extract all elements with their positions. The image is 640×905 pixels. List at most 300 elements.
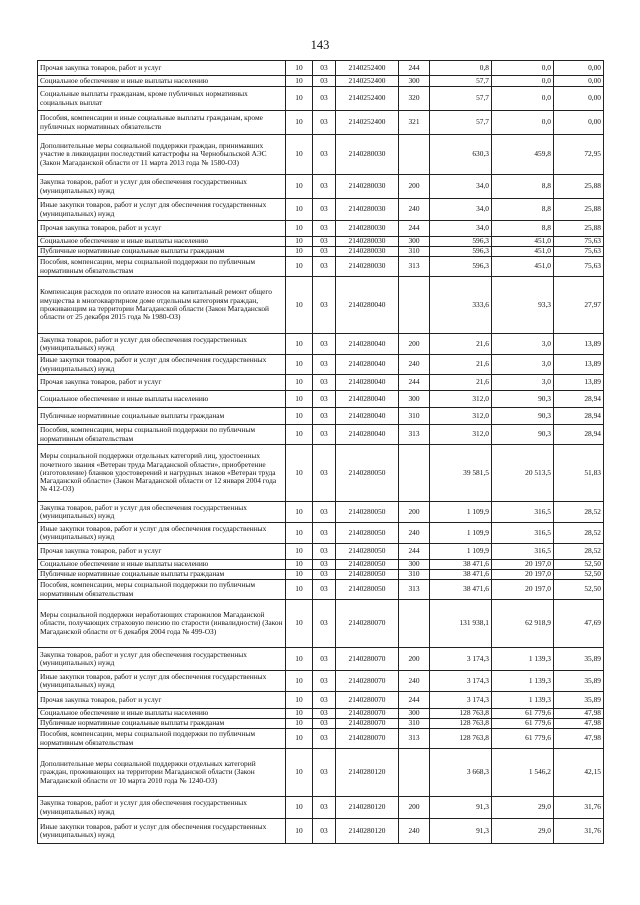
row-plan-cell: 0,8	[430, 61, 492, 76]
row-executed-cell: 62 918,9	[492, 600, 554, 648]
row-code-cell: 2140280070	[336, 709, 399, 719]
row-executed-cell: 20 197,0	[492, 570, 554, 580]
row-executed-cell: 8,8	[492, 221, 554, 237]
row-section-cell: 10	[286, 600, 313, 648]
row-plan-cell: 34,0	[430, 221, 492, 237]
row-code-cell: 2140280070	[336, 692, 399, 709]
row-percent-cell: 28,52	[554, 523, 604, 544]
row-type-cell: 200	[399, 175, 430, 199]
row-section-cell: 10	[286, 175, 313, 199]
row-type-cell: 310	[399, 247, 430, 257]
row-plan-cell: 312,0	[430, 425, 492, 445]
row-name-cell: Социальное обеспечение и иные выплаты населению	[38, 76, 286, 87]
row-executed-cell: 451,0	[492, 237, 554, 247]
row-type-cell	[399, 600, 430, 648]
row-plan-cell: 596,3	[430, 237, 492, 247]
row-percent-cell: 47,98	[554, 709, 604, 719]
row-type-cell: 200	[399, 334, 430, 355]
row-name-cell: Пособия, компенсации, меры социальной поддержки по публичным нормативным обязательствам	[38, 580, 286, 600]
row-name-cell: Закупка товаров, работ и услуг для обеспечения государственных (муниципальных) нужд	[38, 648, 286, 671]
row-type-cell: 244	[399, 375, 430, 391]
row-code-cell: 2140280040	[336, 425, 399, 445]
row-percent-cell: 28,94	[554, 408, 604, 425]
table-row	[38, 560, 604, 570]
row-plan-cell: 128 763,8	[430, 729, 492, 749]
row-section-cell: 10	[286, 580, 313, 600]
row-name-cell: Прочая закупка товаров, работ и услуг	[38, 221, 286, 237]
row-code-cell: 2140280050	[336, 523, 399, 544]
row-plan-cell: 57,7	[430, 111, 492, 135]
row-percent-cell: 35,89	[554, 648, 604, 671]
row-executed-cell: 1 139,3	[492, 648, 554, 671]
row-executed-cell: 61 779,6	[492, 719, 554, 729]
row-executed-cell: 316,5	[492, 502, 554, 523]
row-percent-cell: 0,00	[554, 111, 604, 135]
row-name-cell: Публичные нормативные социальные выплаты гражданам	[38, 570, 286, 580]
row-subsection-cell: 03	[313, 648, 336, 671]
row-subsection-cell: 03	[313, 61, 336, 76]
table-row	[38, 709, 604, 719]
table-row	[38, 111, 604, 135]
row-executed-cell: 61 779,6	[492, 729, 554, 749]
row-section-cell: 10	[286, 692, 313, 709]
row-executed-cell: 0,0	[492, 76, 554, 87]
row-name-cell: Меры социальной поддержки неработающих старожилов Магаданской области, получающих страховую пенсию по старости (инвалидности) (Закон Магаданской области от 6 декабря 2004 года № 499-ОЗ)	[38, 600, 286, 648]
row-type-cell: 200	[399, 502, 430, 523]
row-percent-cell: 35,89	[554, 671, 604, 692]
row-plan-cell: 3 174,3	[430, 671, 492, 692]
row-section-cell: 10	[286, 648, 313, 671]
row-type-cell: 244	[399, 544, 430, 560]
row-plan-cell: 38 471,6	[430, 570, 492, 580]
row-section-cell: 10	[286, 671, 313, 692]
row-subsection-cell: 03	[313, 502, 336, 523]
row-executed-cell: 8,8	[492, 199, 554, 221]
row-subsection-cell: 03	[313, 257, 336, 277]
row-percent-cell: 31,76	[554, 797, 604, 819]
row-percent-cell: 0,00	[554, 76, 604, 87]
table-row	[38, 648, 604, 671]
row-code-cell: 2140280030	[336, 221, 399, 237]
row-code-cell: 2140252400	[336, 87, 399, 111]
row-subsection-cell: 03	[313, 175, 336, 199]
row-name-cell: Пособия, компенсации и иные социальные выплаты гражданам, кроме публичных нормативных обязательств	[38, 111, 286, 135]
row-percent-cell: 25,88	[554, 175, 604, 199]
row-percent-cell: 51,83	[554, 445, 604, 502]
table-row	[38, 425, 604, 445]
row-code-cell: 2140280050	[336, 502, 399, 523]
row-code-cell: 2140280030	[336, 175, 399, 199]
row-type-cell: 200	[399, 797, 430, 819]
row-name-cell: Закупка товаров, работ и услуг для обеспечения государственных (муниципальных) нужд	[38, 175, 286, 199]
row-code-cell: 2140280070	[336, 648, 399, 671]
row-type-cell: 310	[399, 570, 430, 580]
row-subsection-cell: 03	[313, 797, 336, 819]
row-code-cell: 2140280030	[336, 237, 399, 247]
table-row	[38, 76, 604, 87]
row-subsection-cell: 03	[313, 560, 336, 570]
page-number: 143	[310, 38, 330, 52]
table-row	[38, 600, 604, 648]
row-section-cell: 10	[286, 257, 313, 277]
row-code-cell: 2140280050	[336, 580, 399, 600]
row-type-cell: 240	[399, 355, 430, 375]
row-name-cell: Компенсация расходов по оплате взносов на капитальный ремонт общего имущества в многоквартирном доме отдельным категориям граждан, проживающим на территории Магаданской области (Закон Магаданской области от 25 декабря 2015 года № 1980-ОЗ)	[38, 277, 286, 334]
row-type-cell	[399, 445, 430, 502]
row-percent-cell: 25,88	[554, 199, 604, 221]
row-name-cell: Закупка товаров, работ и услуг для обеспечения государственных (муниципальных) нужд	[38, 797, 286, 819]
row-executed-cell: 61 779,6	[492, 709, 554, 719]
row-percent-cell: 28,94	[554, 391, 604, 408]
row-type-cell: 244	[399, 61, 430, 76]
row-type-cell: 321	[399, 111, 430, 135]
row-subsection-cell: 03	[313, 76, 336, 87]
row-name-cell: Дополнительные меры социальной поддержки граждан, принимавших участие в ликвидации последствий катастрофы на Чернобыльской АЭС (Закон Магаданской области от 11 марта 2013 года № 1580-ОЗ)	[38, 135, 286, 175]
row-plan-cell: 91,3	[430, 819, 492, 844]
table-row	[38, 502, 604, 523]
row-name-cell: Социальное обеспечение и иные выплаты населению	[38, 391, 286, 408]
row-name-cell: Пособия, компенсации, меры социальной поддержки по публичным нормативным обязательствам	[38, 425, 286, 445]
row-plan-cell: 3 174,3	[430, 692, 492, 709]
row-section-cell: 10	[286, 709, 313, 719]
row-name-cell: Меры социальной поддержки отдельных категорий лиц, удостоенных почетного звания «Ветеран труда Магаданской области», приобретение (изготовление) бланков удостоверений и нагрудных знаков «Ветеран труда Магаданской области» (Закон Магаданской области от 12 января 2004 года № 412-ОЗ)	[38, 445, 286, 502]
table-row	[38, 445, 604, 502]
row-subsection-cell: 03	[313, 425, 336, 445]
row-name-cell: Социальное обеспечение и иные выплаты населению	[38, 560, 286, 570]
row-plan-cell: 596,3	[430, 247, 492, 257]
row-executed-cell: 90,3	[492, 391, 554, 408]
row-name-cell: Социальное обеспечение и иные выплаты населению	[38, 709, 286, 719]
row-plan-cell: 1 109,9	[430, 502, 492, 523]
row-percent-cell: 13,89	[554, 355, 604, 375]
row-section-cell: 10	[286, 237, 313, 247]
row-section-cell: 10	[286, 445, 313, 502]
row-section-cell: 10	[286, 277, 313, 334]
row-section-cell: 10	[286, 560, 313, 570]
row-type-cell: 300	[399, 237, 430, 247]
row-plan-cell: 128 763,8	[430, 719, 492, 729]
row-name-cell: Закупка товаров, работ и услуг для обеспечения государственных (муниципальных) нужд	[38, 502, 286, 523]
row-code-cell: 2140280070	[336, 719, 399, 729]
table-row	[38, 544, 604, 560]
row-type-cell: 240	[399, 671, 430, 692]
row-executed-cell: 3,0	[492, 375, 554, 391]
row-subsection-cell: 03	[313, 544, 336, 560]
row-section-cell: 10	[286, 247, 313, 257]
row-plan-cell: 91,3	[430, 797, 492, 819]
row-code-cell: 2140280050	[336, 570, 399, 580]
row-code-cell: 2140280040	[336, 391, 399, 408]
row-percent-cell: 47,69	[554, 600, 604, 648]
row-subsection-cell: 03	[313, 671, 336, 692]
row-code-cell: 2140280120	[336, 819, 399, 844]
table-row	[38, 391, 604, 408]
table-row	[38, 257, 604, 277]
row-percent-cell: 28,52	[554, 544, 604, 560]
row-percent-cell: 42,15	[554, 749, 604, 797]
row-type-cell: 300	[399, 560, 430, 570]
row-section-cell: 10	[286, 570, 313, 580]
row-code-cell: 2140280040	[336, 277, 399, 334]
row-executed-cell: 316,5	[492, 544, 554, 560]
table-row	[38, 580, 604, 600]
row-type-cell: 300	[399, 709, 430, 719]
row-section-cell: 10	[286, 425, 313, 445]
row-percent-cell: 27,97	[554, 277, 604, 334]
row-plan-cell: 3 174,3	[430, 648, 492, 671]
row-plan-cell: 630,3	[430, 135, 492, 175]
row-name-cell: Публичные нормативные социальные выплаты гражданам	[38, 719, 286, 729]
row-plan-cell: 333,6	[430, 277, 492, 334]
row-plan-cell: 34,0	[430, 175, 492, 199]
row-name-cell: Публичные нормативные социальные выплаты гражданам	[38, 247, 286, 257]
row-section-cell: 10	[286, 819, 313, 844]
row-subsection-cell: 03	[313, 729, 336, 749]
row-section-cell: 10	[286, 719, 313, 729]
row-plan-cell: 34,0	[430, 199, 492, 221]
row-name-cell: Иные закупки товаров, работ и услуг для обеспечения государственных (муниципальных) нужд	[38, 819, 286, 844]
row-code-cell: 2140280030	[336, 247, 399, 257]
row-code-cell: 2140280120	[336, 749, 399, 797]
row-subsection-cell: 03	[313, 445, 336, 502]
table-row	[38, 570, 604, 580]
row-type-cell: 313	[399, 580, 430, 600]
row-type-cell: 300	[399, 76, 430, 87]
row-executed-cell: 316,5	[492, 523, 554, 544]
row-name-cell: Публичные нормативные социальные выплаты гражданам	[38, 408, 286, 425]
row-code-cell: 2140280050	[336, 445, 399, 502]
row-subsection-cell: 03	[313, 277, 336, 334]
row-plan-cell: 21,6	[430, 355, 492, 375]
row-type-cell: 313	[399, 425, 430, 445]
row-percent-cell: 52,50	[554, 560, 604, 570]
row-subsection-cell: 03	[313, 600, 336, 648]
row-name-cell: Пособия, компенсации, меры социальной поддержки по публичным нормативным обязательствам	[38, 729, 286, 749]
row-name-cell: Прочая закупка товаров, работ и услуг	[38, 544, 286, 560]
row-plan-cell: 596,3	[430, 257, 492, 277]
row-subsection-cell: 03	[313, 199, 336, 221]
row-type-cell	[399, 277, 430, 334]
table-row	[38, 175, 604, 199]
row-percent-cell: 0,00	[554, 61, 604, 76]
row-section-cell: 10	[286, 544, 313, 560]
row-subsection-cell: 03	[313, 580, 336, 600]
row-type-cell: 300	[399, 391, 430, 408]
row-section-cell: 10	[286, 334, 313, 355]
row-type-cell: 313	[399, 729, 430, 749]
row-subsection-cell: 03	[313, 570, 336, 580]
row-percent-cell: 31,76	[554, 819, 604, 844]
row-executed-cell: 451,0	[492, 247, 554, 257]
row-name-cell: Социальные выплаты гражданам, кроме публичных нормативных социальных выплат	[38, 87, 286, 111]
row-plan-cell: 1 109,9	[430, 523, 492, 544]
row-executed-cell: 3,0	[492, 334, 554, 355]
row-name-cell: Социальное обеспечение и иные выплаты населению	[38, 237, 286, 247]
row-type-cell: 244	[399, 221, 430, 237]
row-plan-cell: 21,6	[430, 334, 492, 355]
budget-table	[37, 60, 604, 844]
table-row	[38, 408, 604, 425]
table-row	[38, 375, 604, 391]
row-code-cell: 2140280040	[336, 408, 399, 425]
row-plan-cell: 128 763,8	[430, 709, 492, 719]
row-section-cell: 10	[286, 375, 313, 391]
table-row	[38, 237, 604, 247]
row-section-cell: 10	[286, 87, 313, 111]
row-name-cell: Иные закупки товаров, работ и услуг для обеспечения государственных (муниципальных) нужд	[38, 355, 286, 375]
row-code-cell: 2140280030	[336, 199, 399, 221]
row-name-cell: Прочая закупка товаров, работ и услуг	[38, 375, 286, 391]
row-code-cell: 2140252400	[336, 111, 399, 135]
row-section-cell: 10	[286, 355, 313, 375]
row-code-cell: 2140280070	[336, 671, 399, 692]
row-executed-cell: 8,8	[492, 175, 554, 199]
row-executed-cell: 0,0	[492, 61, 554, 76]
table-row	[38, 61, 604, 76]
table-row	[38, 247, 604, 257]
row-executed-cell: 90,3	[492, 425, 554, 445]
row-percent-cell: 35,89	[554, 692, 604, 709]
table-row	[38, 719, 604, 729]
table-row	[38, 523, 604, 544]
row-executed-cell: 90,3	[492, 408, 554, 425]
row-name-cell: Прочая закупка товаров, работ и услуг	[38, 61, 286, 76]
row-subsection-cell: 03	[313, 334, 336, 355]
row-section-cell: 10	[286, 502, 313, 523]
row-type-cell: 200	[399, 648, 430, 671]
table-row	[38, 671, 604, 692]
table-row	[38, 277, 604, 334]
row-executed-cell: 20 197,0	[492, 560, 554, 570]
row-percent-cell: 72,95	[554, 135, 604, 175]
row-plan-cell: 57,7	[430, 87, 492, 111]
row-subsection-cell: 03	[313, 709, 336, 719]
row-percent-cell: 52,50	[554, 580, 604, 600]
row-percent-cell: 25,88	[554, 221, 604, 237]
row-executed-cell: 0,0	[492, 87, 554, 111]
row-executed-cell: 1 139,3	[492, 692, 554, 709]
row-subsection-cell: 03	[313, 237, 336, 247]
row-type-cell: 320	[399, 87, 430, 111]
row-section-cell: 10	[286, 749, 313, 797]
table-row	[38, 355, 604, 375]
table-row	[38, 87, 604, 111]
row-name-cell: Иные закупки товаров, работ и услуг для обеспечения государственных (муниципальных) нужд	[38, 671, 286, 692]
table-row	[38, 221, 604, 237]
row-code-cell: 2140280030	[336, 135, 399, 175]
row-percent-cell: 13,89	[554, 334, 604, 355]
row-executed-cell: 29,0	[492, 819, 554, 844]
row-subsection-cell: 03	[313, 135, 336, 175]
row-name-cell: Иные закупки товаров, работ и услуг для обеспечения государственных (муниципальных) нужд	[38, 523, 286, 544]
row-section-cell: 10	[286, 135, 313, 175]
table-body	[38, 61, 604, 844]
row-executed-cell: 1 546,2	[492, 749, 554, 797]
row-subsection-cell: 03	[313, 247, 336, 257]
table-row	[38, 199, 604, 221]
row-executed-cell: 0,0	[492, 111, 554, 135]
row-subsection-cell: 03	[313, 523, 336, 544]
row-subsection-cell: 03	[313, 87, 336, 111]
row-code-cell: 2140280040	[336, 334, 399, 355]
row-code-cell: 2140280070	[336, 729, 399, 749]
row-section-cell: 10	[286, 61, 313, 76]
row-subsection-cell: 03	[313, 749, 336, 797]
table-row	[38, 692, 604, 709]
row-section-cell: 10	[286, 797, 313, 819]
row-executed-cell: 451,0	[492, 257, 554, 277]
row-executed-cell: 29,0	[492, 797, 554, 819]
row-code-cell: 2140280070	[336, 600, 399, 648]
row-code-cell: 2140280120	[336, 797, 399, 819]
row-percent-cell: 13,89	[554, 375, 604, 391]
row-name-cell: Дополнительные меры социальной поддержки отдельных категорий граждан, проживающих на территории Магаданской области (Закон Магаданской области от 10 марта 2010 года № 1240-ОЗ)	[38, 749, 286, 797]
row-plan-cell: 21,6	[430, 375, 492, 391]
row-subsection-cell: 03	[313, 111, 336, 135]
row-type-cell: 240	[399, 199, 430, 221]
row-plan-cell: 57,7	[430, 76, 492, 87]
row-code-cell: 2140280030	[336, 257, 399, 277]
row-subsection-cell: 03	[313, 692, 336, 709]
row-section-cell: 10	[286, 408, 313, 425]
row-executed-cell: 20 513,5	[492, 445, 554, 502]
row-percent-cell: 75,63	[554, 237, 604, 247]
row-section-cell: 10	[286, 523, 313, 544]
row-section-cell: 10	[286, 221, 313, 237]
row-plan-cell: 312,0	[430, 408, 492, 425]
table-row	[38, 797, 604, 819]
table-row	[38, 135, 604, 175]
row-name-cell: Закупка товаров, работ и услуг для обеспечения государственных (муниципальных) нужд	[38, 334, 286, 355]
row-type-cell	[399, 135, 430, 175]
row-code-cell: 2140252400	[336, 61, 399, 76]
row-percent-cell: 75,63	[554, 247, 604, 257]
row-plan-cell: 39 581,5	[430, 445, 492, 502]
row-type-cell: 240	[399, 819, 430, 844]
row-section-cell: 10	[286, 76, 313, 87]
row-code-cell: 2140280050	[336, 560, 399, 570]
row-plan-cell: 38 471,6	[430, 560, 492, 570]
row-subsection-cell: 03	[313, 391, 336, 408]
row-executed-cell: 1 139,3	[492, 671, 554, 692]
row-code-cell: 2140280040	[336, 355, 399, 375]
row-code-cell: 2140252400	[336, 76, 399, 87]
row-type-cell	[399, 749, 430, 797]
row-type-cell: 244	[399, 692, 430, 709]
row-subsection-cell: 03	[313, 819, 336, 844]
row-executed-cell: 3,0	[492, 355, 554, 375]
row-name-cell: Пособия, компенсации, меры социальной поддержки по публичным нормативным обязательствам	[38, 257, 286, 277]
row-section-cell: 10	[286, 199, 313, 221]
row-section-cell: 10	[286, 391, 313, 408]
row-subsection-cell: 03	[313, 719, 336, 729]
row-plan-cell: 312,0	[430, 391, 492, 408]
table-row	[38, 729, 604, 749]
row-code-cell: 2140280050	[336, 544, 399, 560]
row-type-cell: 310	[399, 719, 430, 729]
row-code-cell: 2140280040	[336, 375, 399, 391]
row-percent-cell: 47,98	[554, 719, 604, 729]
row-plan-cell: 3 668,3	[430, 749, 492, 797]
row-subsection-cell: 03	[313, 355, 336, 375]
row-executed-cell: 20 197,0	[492, 580, 554, 600]
row-percent-cell: 28,94	[554, 425, 604, 445]
row-type-cell: 240	[399, 523, 430, 544]
row-percent-cell: 52,50	[554, 570, 604, 580]
row-executed-cell: 93,3	[492, 277, 554, 334]
row-type-cell: 310	[399, 408, 430, 425]
row-name-cell: Прочая закупка товаров, работ и услуг	[38, 692, 286, 709]
